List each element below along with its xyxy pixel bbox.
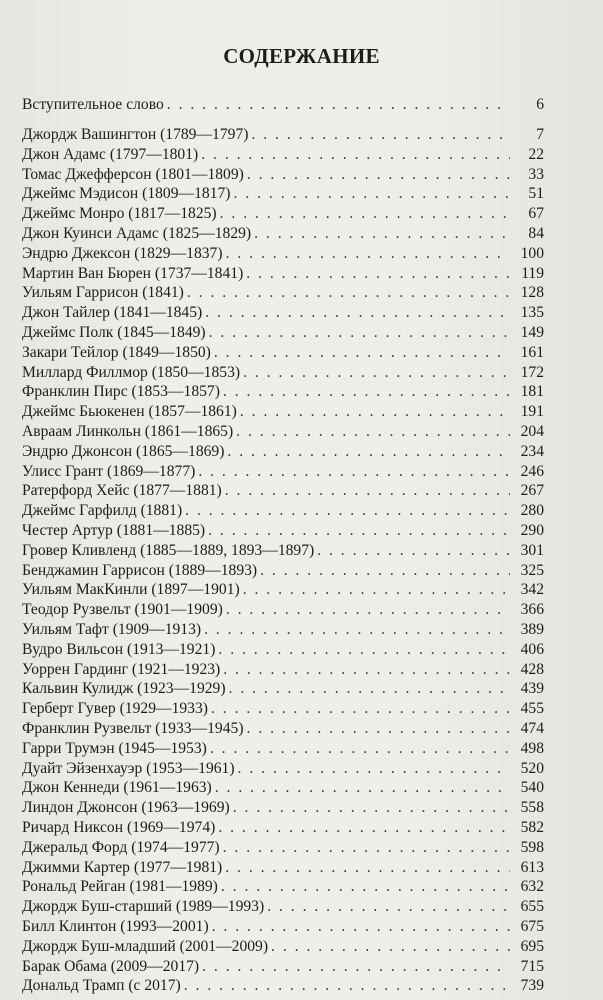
toc-entry-page: 301 (520, 541, 544, 559)
toc-entry-label: Линдон Джонсон (1963—1969) (22, 799, 230, 817)
toc-entry (22, 719, 544, 739)
dot-leader (218, 640, 510, 660)
page-title: СОДЕРЖАНИЕ (223, 44, 380, 68)
toc-entry (22, 125, 544, 145)
toc-entry (22, 422, 544, 442)
dot-leader (209, 323, 510, 343)
dot-leader (225, 858, 510, 878)
toc-entry (22, 877, 544, 897)
toc-entry-page: 498 (520, 739, 544, 757)
toc-entry-label: Закари Тейлор (1849—1850) (22, 343, 211, 361)
dot-leader (271, 937, 510, 957)
toc-entry-page: 290 (520, 522, 544, 539)
dot-leader (215, 778, 510, 798)
toc-entry-page: 128 (520, 284, 544, 302)
toc-entry (22, 897, 544, 917)
toc-entry-page: 715 (520, 957, 544, 975)
toc-entry (22, 858, 544, 878)
toc-entry-label: Барак Обама (2009—2017) (22, 957, 200, 975)
dot-leader (317, 541, 510, 561)
toc-entry (22, 957, 544, 977)
toc-entry-page: 267 (520, 482, 544, 500)
toc-entry-label: Джон Адамс (1797—1801) (22, 145, 199, 163)
toc-entry-page: 428 (520, 660, 544, 678)
dot-leader (243, 580, 510, 600)
toc-entry-label: Честер Артур (1881—1885) (22, 522, 206, 539)
dot-leader (201, 145, 510, 165)
toc-entry-label: Франклин Рузвельт (1933—1945) (22, 720, 244, 737)
dot-leader (247, 165, 510, 185)
dot-leader (229, 679, 510, 699)
toc-entry (22, 759, 544, 779)
dot-leader (251, 125, 510, 145)
dot-leader (226, 244, 510, 264)
toc-entry-label: Бенджамин Гаррисон (1889—1893) (22, 561, 258, 579)
dot-leader (227, 442, 510, 462)
toc-entry (22, 363, 544, 383)
dot-leader (223, 838, 510, 858)
toc-entry-page: 389 (520, 621, 544, 638)
toc-entry-label: Эндрю Джексон (1829—1837) (22, 244, 223, 262)
toc-entry (22, 224, 544, 244)
toc-entry-label: Вступительное слово (22, 96, 164, 113)
dot-leader (220, 204, 510, 224)
toc-entry (22, 204, 544, 224)
toc-entry-label: Джеймс Бьюкенен (1857—1861) (22, 403, 237, 421)
toc-entry-page: 695 (520, 937, 544, 955)
toc-entry-page: 51 (528, 185, 544, 203)
toc-entry (22, 323, 544, 343)
dot-leader (247, 719, 510, 739)
dot-leader (185, 501, 510, 521)
toc-entry-page: 675 (520, 918, 544, 935)
toc-entry-page: 181 (520, 383, 544, 401)
toc-entry-page: 455 (520, 700, 544, 718)
toc-entry (22, 699, 544, 719)
toc-entry-label: Уильям Гаррисон (1841) (22, 284, 184, 302)
toc-entry-label: Джордж Буш-старший (1989—1993) (22, 898, 265, 916)
toc-entry (22, 976, 544, 996)
toc-entry-label: Джордж Вашингтон (1789—1797) (22, 126, 249, 143)
toc-entry-label: Джордж Буш-младший (2001—2009) (22, 937, 269, 955)
dot-leader (243, 363, 510, 383)
toc-entry (22, 917, 544, 937)
toc-entry (22, 561, 544, 581)
toc-entry-page: 84 (528, 225, 544, 242)
toc-entry-page: 342 (520, 581, 544, 599)
toc-entry-page: 33 (528, 165, 544, 183)
toc-entry-page: 6 (536, 96, 544, 113)
toc-entry-page: 7 (536, 126, 544, 143)
toc-entry-page: 655 (520, 898, 544, 916)
dot-leader (234, 184, 510, 204)
toc-entry-page: 325 (520, 561, 544, 579)
dot-leader (211, 699, 510, 719)
toc-entry (22, 244, 544, 264)
dot-leader (184, 976, 510, 996)
toc-entry (22, 442, 544, 462)
toc-entry-page: 191 (520, 403, 544, 421)
toc-entry-label: Мартин Ван Бюрен (1737—1841) (22, 264, 244, 282)
toc-entry (22, 343, 544, 363)
toc-entry-label: Джеймс Мэдисон (1809—1817) (22, 185, 231, 203)
toc-entry-page: 149 (520, 324, 544, 341)
toc-entry (22, 937, 544, 957)
toc-entry (22, 660, 544, 680)
dot-leader (214, 343, 510, 363)
toc-entry (22, 739, 544, 759)
toc-entry-label: Вудро Вильсон (1913—1921) (22, 640, 216, 658)
dot-leader (246, 264, 510, 284)
toc-entry (22, 838, 544, 858)
dot-leader (218, 818, 510, 838)
toc-entry-page: 439 (520, 680, 544, 698)
toc-entry-label: Кальвин Кулидж (1923—1929) (22, 680, 226, 698)
toc-entry-label: Франклин Пирс (1853—1857) (22, 383, 220, 401)
toc-entry-label: Рональд Рейган (1981—1989) (22, 878, 218, 896)
toc-entry (22, 283, 544, 303)
dot-leader (212, 917, 510, 937)
toc-entry-label: Миллард Филлмор (1850—1853) (22, 363, 241, 381)
dot-leader (221, 877, 510, 897)
toc-entry-page: 246 (520, 462, 544, 480)
toc-entry-page: 204 (520, 423, 544, 440)
dot-leader (202, 957, 510, 977)
toc-entry (22, 264, 544, 284)
toc-entry-page: 22 (528, 145, 544, 163)
toc-entry (22, 600, 544, 620)
toc-entry-label: Гарри Трумэн (1945—1953) (22, 739, 207, 757)
dot-leader (267, 897, 510, 917)
toc-entry-page: 100 (520, 244, 544, 262)
toc-entry-page: 67 (528, 205, 544, 223)
dot-leader (208, 521, 510, 541)
toc-entry-label: Джимми Картер (1977—1981) (22, 858, 223, 876)
toc-entry-label: Уильям МакКинли (1897—1901) (22, 581, 240, 599)
dot-leader (187, 283, 510, 303)
toc-entry (22, 462, 544, 482)
toc-entry-intro (22, 95, 544, 115)
toc-entry-label: Джеймс Гарфилд (1881) (22, 502, 183, 520)
dot-leader (236, 422, 510, 442)
toc-entry-label: Герберт Гувер (1929—1933) (22, 700, 208, 718)
toc-entry-label: Дональд Трамп (с 2017) (22, 977, 181, 995)
dot-leader (223, 382, 510, 402)
dot-leader (226, 600, 510, 620)
toc-entry-label: Джеймс Полк (1845—1849) (22, 324, 206, 341)
toc-entry (22, 679, 544, 699)
toc-entry-page: 558 (520, 799, 544, 817)
toc-entry (22, 501, 544, 521)
toc-entry-page: 520 (520, 759, 544, 777)
dot-leader (210, 739, 510, 759)
toc-entry-page: 234 (520, 442, 544, 460)
toc-entry (22, 818, 544, 838)
toc-entry-label: Теодор Рузвельт (1901—1909) (22, 601, 223, 619)
toc-entry (22, 402, 544, 422)
toc-entry-label: Уильям Тафт (1909—1913) (22, 621, 202, 638)
toc-entry-label: Джон Куинси Адамс (1825—1829) (22, 225, 252, 242)
toc-entry-page: 119 (521, 264, 544, 282)
toc-entry-page: 280 (520, 502, 544, 520)
dot-leader (240, 402, 510, 422)
dot-leader (205, 303, 510, 323)
toc-entry-page: 613 (520, 858, 544, 876)
toc-entry (22, 184, 544, 204)
toc-entry (22, 640, 544, 660)
toc-entry-label: Гровер Кливленд (1885—1889, 1893—1897) (22, 541, 315, 559)
toc-entry-label: Джеральд Форд (1974—1977) (22, 838, 220, 856)
dot-leader (233, 798, 510, 818)
dot-leader (254, 224, 510, 244)
toc-entry-label: Джон Кеннеди (1961—1963) (22, 779, 212, 797)
toc-entry-label: Томас Джефферсон (1801—1809) (22, 165, 244, 183)
toc-entry-label: Уоррен Гардинг (1921—1923) (22, 660, 221, 678)
toc-entry-label: Улисс Грант (1869—1877) (22, 462, 196, 480)
toc-entry-page: 161 (520, 343, 544, 361)
toc-entry (22, 798, 544, 818)
toc-entry-page: 540 (520, 779, 544, 797)
dot-leader (260, 561, 510, 581)
dot-leader (204, 620, 510, 640)
toc-entry-page: 135 (520, 304, 544, 322)
toc-entry-page: 632 (520, 878, 544, 896)
toc-entry-label: Джеймс Монро (1817—1825) (22, 205, 217, 223)
toc-entry-label: Билл Клинтон (1993—2001) (22, 918, 209, 935)
dot-leader (167, 95, 510, 115)
toc-entry (22, 521, 544, 541)
toc-entry-page: 366 (520, 601, 544, 619)
toc-entry (22, 778, 544, 798)
dot-leader (225, 481, 510, 501)
dot-leader (223, 660, 510, 680)
toc-entry-page: 598 (520, 838, 544, 856)
toc-entry-label: Джон Тайлер (1841—1845) (22, 304, 203, 322)
dot-leader (238, 759, 510, 779)
dot-leader (198, 462, 510, 482)
toc-entry-page: 172 (520, 363, 544, 381)
toc-entry-page: 582 (520, 819, 544, 836)
toc-entry (22, 481, 544, 501)
toc-entry (22, 165, 544, 185)
toc-entry (22, 620, 544, 640)
toc-entry (22, 303, 544, 323)
toc-entry-label: Эндрю Джонсон (1865—1869) (22, 442, 225, 460)
toc-entry (22, 382, 544, 402)
toc-entry-page: 406 (520, 640, 544, 658)
toc-entry (22, 541, 544, 561)
toc-entry-page: 739 (520, 977, 544, 995)
toc-entry-page: 474 (520, 720, 544, 737)
toc-entry (22, 580, 544, 600)
toc-entry-label: Ратерфорд Хейс (1877—1881) (22, 482, 222, 500)
toc-entry-label: Дуайт Эйзенхауэр (1953—1961) (22, 759, 235, 777)
toc-entry-label: Ричард Никсон (1969—1974) (22, 819, 216, 836)
toc-entry-label: Авраам Линкольн (1861—1865) (22, 423, 234, 440)
toc-entry (22, 145, 544, 165)
